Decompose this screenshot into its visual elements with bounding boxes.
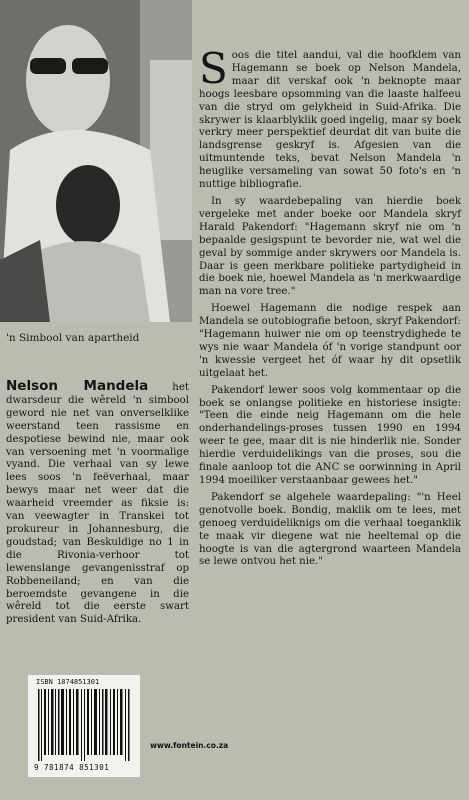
right-paragraph: Hoewel Hagemann die nodige respek aan Mandela se outobiografie betoon, skryf Pakendorf: "Hagemann huiwer nie om op teenstrydighede te wys nie waar Mandela óf 'n vorige standpunt oor 'n kwessie vergeet het óf waar hy dit opsetlik uitgelaat het. — [199, 303, 461, 379]
publisher-url: www.fontein.co.za — [150, 741, 229, 750]
isbn-label: ISBN 1874851301 — [36, 678, 100, 686]
photo-illustration — [0, 0, 192, 322]
left-paragraph: het dwarsdeur die wêreld 'n simbool geword nie net van onverselklike weerstand teen rassisme en despotiese bewind nie, maar ook van versoening met 'n voormalige vyand. Die verhaal van sy lewe lees soos 'n feëverhaal, maar bewys maar net weer dat die waarheid vreemder as fiksie is: van veewagter in Transkei tot prokureur in Johannesburg, die goudstad; van Beskuldige no 1 in die Rivonia-verhoor tot lewenslange gevangenisstraf op Robbeneiland; en van die beroemdste gevangene in die wêreld tot die eerste swart president van Suid-Afrika. — [6, 382, 189, 626]
photo-caption: 'n Simbool van apartheid — [6, 332, 140, 344]
cover-photo — [0, 0, 192, 322]
right-text-column — [199, 44, 461, 573]
right-paragraph: Pakendorf lewer soos volg kommentaar op die boek se onlangse politieke en historiese insigte: "Teen die einde neig Hagemann om die hele onderhandelings-proses tussen 1990 en 1994 weer te gee, maar dit is nie hinderlik nie. Sonder hierdie verduidelikings van die proses, sou die finale aanloop tot die ANC se oorwinning in April 1994 moeiliker verstaanbaar gewees het." — [199, 384, 461, 486]
right-paragraph: Pakendorf se algehele waardepaling: "'n Heel genotvolle boek. Bondig, maklik om te lees, met genoeg verduideliknigs om die verhaal toeganklik te maak vir diegene wat nie heeltemal op die hoogte is van die agtergrond waarteen Mandela se lewe ontvou het nie." — [199, 491, 461, 568]
isbn-barcode — [28, 675, 140, 777]
barcode-bars-icon — [38, 689, 130, 761]
left-text-column — [6, 380, 189, 627]
right-paragraph: Soos die titel aandui, val die hoofklem van Hagemann se boek op Nelson Mandela, maar dit verskaf ook 'n beknopte maar hoogs leesbare opsomming van die laaste halfeeu van die stryd om gelykheid in Suid-Afrika. Die skrywer is klaarblyklik goed ingelig, maar sy boek verkry meer perspektief deurdat dit van buite die landsgrense geskryf is. Afgesien van die uitmuntende teks, bevat Nelson Mandela 'n heuglike versameling van sowat 50 foto's en 'n nuttige bibliografie. — [199, 44, 461, 191]
drop-cap: S — [199, 44, 228, 93]
right-paragraph: In sy waardebepaling van hierdie boek vergeleke met ander boeke oor Mandela skryf Harald Pakendorf: "Hagemann skryf nie om 'n bepaalde gesigspunt te bevorder nie, wat wel die geval by sommige ander skrywers oor Mandela is. Daar is geen merkbare politieke partydigheid in die boek nie, hoewel Mandela as 'n merkwaardige man na vore tree." — [199, 195, 461, 298]
isbn-number: 9 781874 851301 — [34, 763, 110, 772]
subject-name: Nelson Mandela — [6, 378, 149, 394]
